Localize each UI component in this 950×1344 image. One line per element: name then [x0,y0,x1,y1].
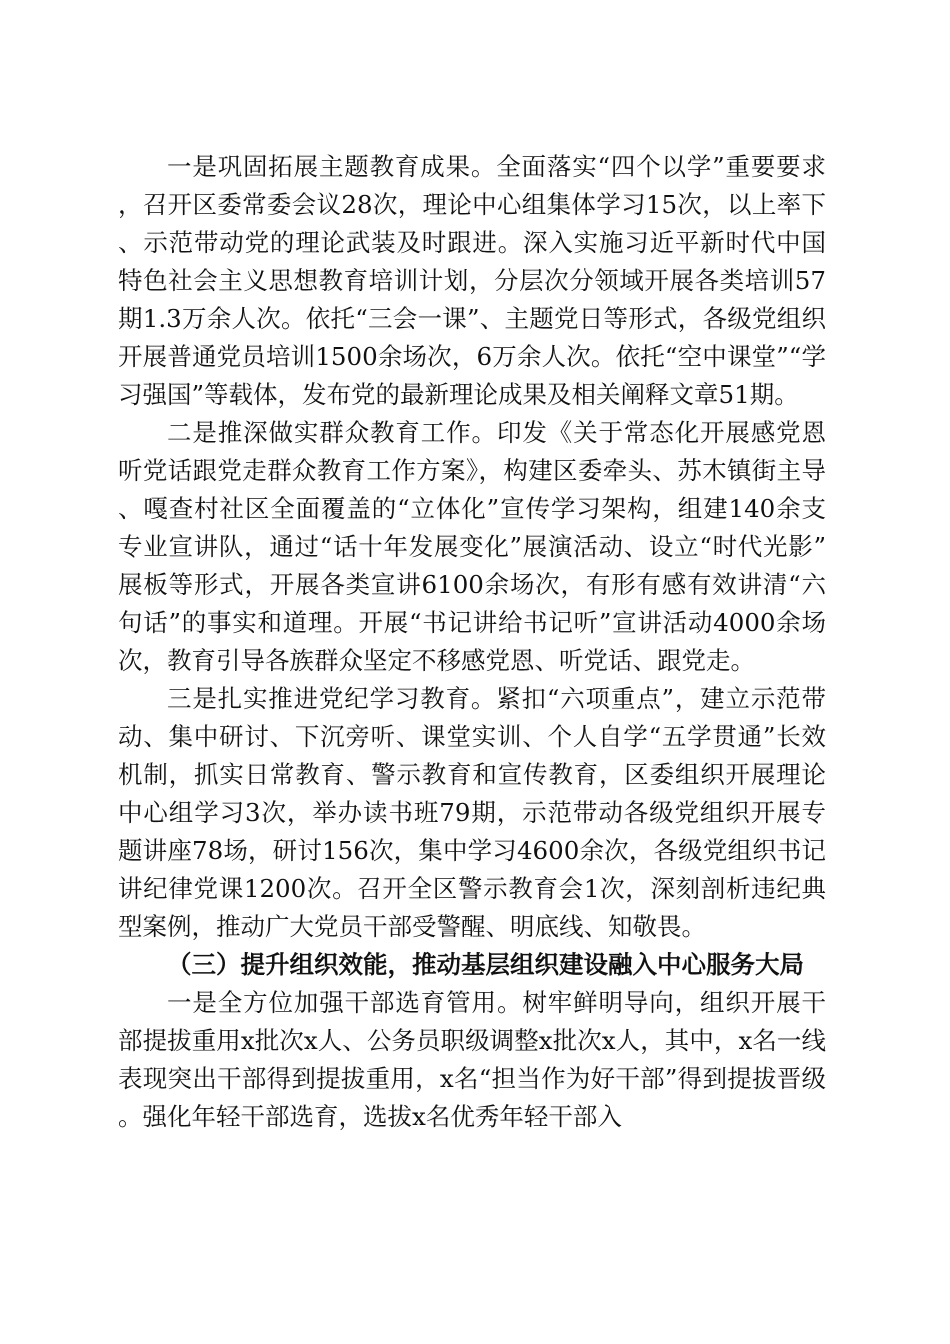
paragraph-theme-education: 一是巩固拓展主题教育成果。全面落实“四个以学”重要要求，召开区委常委会议28次，理论中心组集体学习15次，以上率下、示范带动党的理论武装及时跟进。深入实施习近平新时代中国特色社会主义思想教育培训计划，分层次分领域开展各类培训57期1.3万余人次。依托“三会一课”、主题党日等形式，各级党组织开展普通党员培训1500余场次，6万余人次。依托“空中课堂”“学习强国”等载体，发布党的最新理论成果及相关阐释文章51期。 [118,152,826,409]
paragraph-cadre-management: 一是全方位加强干部选育管用。树牢鲜明导向，组织开展干部提拔重用x批次x人、公务员职级调整x批次x人，其中，x名一线表现突出干部得到提拔重用，x名“担当作为好干部”得到提拔晋级。强化年轻干部选育，选拔x名优秀年轻干部入 [118,988,826,1131]
document-body [118,148,826,1136]
paragraph-mass-education: 二是推深做实群众教育工作。印发《关于常态化开展感党恩听党话跟党走群众教育工作方案》，构建区委牵头、苏木镇街主导、嘎查村社区全面覆盖的“立体化”宣传学习架构，组建140余支专业宣讲队，通过“话十年发展变化”展演活动、设立“时代光影”展板等形式，开展各类宣讲6100余场次，有形有感有效讲清“六句话”的事实和道理。开展“书记讲给书记听”宣讲活动4000余场次，教育引导各族群众坚定不移感党恩、听党话、跟党走。 [118,418,826,675]
section-heading: （三）提升组织效能，推动基层组织建设融入中心服务大局 [167,950,804,979]
paragraph-discipline-education: 三是扎实推进党纪学习教育。紧扣“六项重点”，建立示范带动、集中研讨、下沉旁听、课堂实训、个人自学“五学贯通”长效机制，抓实日常教育、警示教育和宣传教育，区委组织开展理论中心组学习3次，举办读书班79期，示范带动各级党组织开展专题讲座78场，研讨156次，集中学习4600余次，各级党组织书记讲纪律党课1200次。召开全区警示教育会1次，深刻剖析违纪典型案例，推动广大党员干部受警醒、明底线、知敬畏。 [118,684,826,941]
